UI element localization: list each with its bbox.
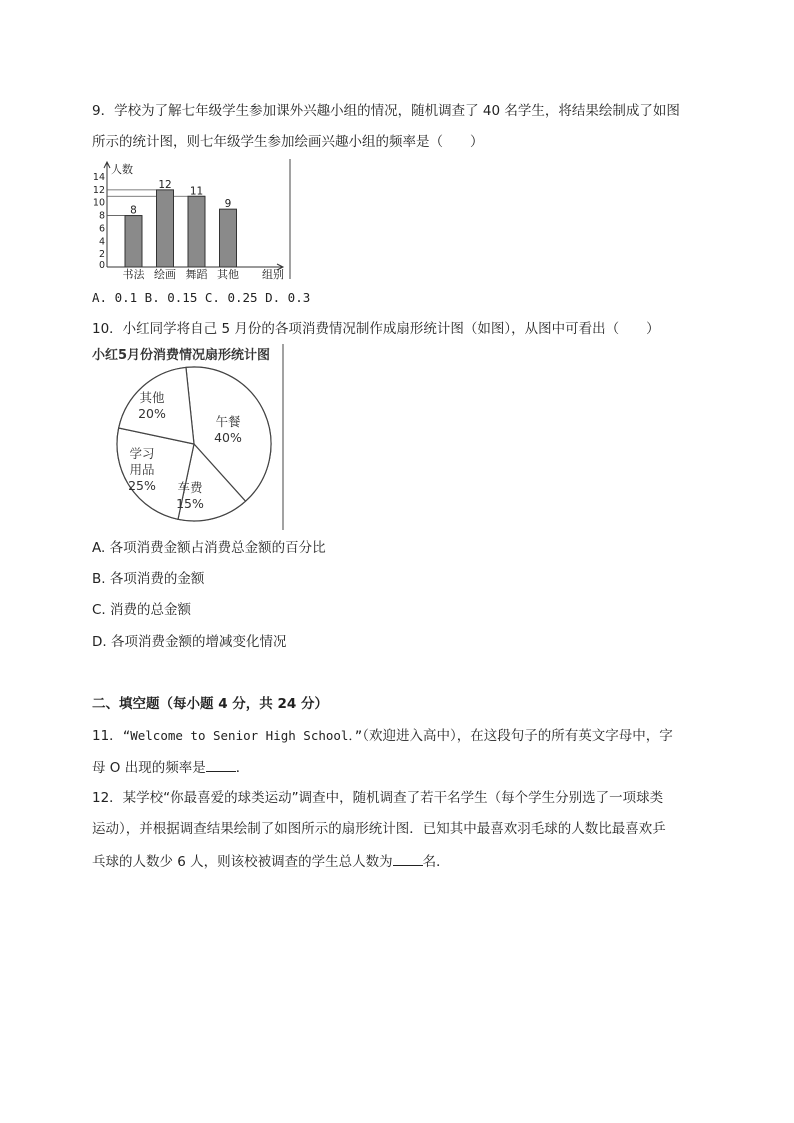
pie-slice-name: 用品 [129,462,155,477]
bar-y-tick-label: 2 [98,249,105,261]
bar-y-tick-label: 10 [92,197,105,209]
bar-category-label: 书法 [122,268,145,281]
pie-slice-name: 车费 [177,480,203,495]
q11-line2-before: 母 O 出现的频率是 [92,760,206,776]
pie-slice-percent: 40% [214,430,242,445]
q12-text-line3 [92,851,450,872]
pie-slice-name: 学习 [129,446,155,461]
bar-data-label: 8 [130,204,137,217]
pie-chart [92,344,292,530]
q11-answer-blank[interactable] [206,757,236,772]
bar-marks [125,179,237,267]
q10-text-line1: 10．小红同学将自己 5 月份的各项消费情况制作成扇形统计图（如图），从图中可看出（ ） [92,321,660,337]
bar-data-label: 9 [224,198,232,211]
q10-option-d: D. 各项消费金额的增减变化情况 [92,634,287,650]
q12-text-line2: 运动），并根据调查结果绘制了如图所示的扇形统计图．已知其中最喜欢羽毛球的人数比最喜欢乒 [92,821,666,837]
bar-y-axis-label: 人数 [111,163,133,176]
bar-category-label: 绘画 [154,268,176,281]
q12-line3-before: 乓球的人数少 6 人，则该校被调查的学生总人数为 [92,854,393,870]
bar-y-tick-label: 4 [98,236,105,248]
q11-english-sentence: “Welcome to Senior High School．” [122,728,363,743]
bar-data-label: 11 [189,185,204,198]
bar-y-tick-label: 6 [98,223,105,235]
pie-slice-name: 午餐 [215,414,241,429]
q9-text-line2: 所示的统计图，则七年级学生参加绘画兴趣小组的频率是（ ） [92,134,484,150]
q9-text-line1: 9．学校为了解七年级学生参加课外兴趣小组的情况，随机调查了 40 名学生，将结果绘制成了如图 [92,103,680,119]
bar-y-tick-label: 14 [92,172,105,183]
q12-line3-after: 名． [422,854,450,870]
bar-舞蹈 [188,196,205,267]
q10-option-c: C. 消费的总金额 [92,602,192,618]
pie-chart-title: 小红5月份消费情况扇形统计图 [92,348,271,363]
bar-y-tick-label: 8 [98,210,105,222]
pie-slice-percent: 20% [138,406,166,421]
q10-option-a: A. 各项消费金额占消费总金额的百分比 [92,540,326,556]
q12-answer-blank[interactable] [393,851,423,866]
pie-slice-percent: 15% [176,496,204,511]
bar-x-axis-label: 组别 [262,268,284,281]
bar-y-tick-label: 0 [98,260,105,271]
bar-其他 [220,209,237,267]
bar-category-label: 舞蹈 [185,268,208,281]
q10-option-b: B. 各项消费的金额 [92,571,205,587]
q12-text-line1: 12．某学校“你最喜爱的球类运动”调查中，随机调查了若干名学生（每个学生分别选了一项球类 [92,790,664,806]
q11-prefix: 11． [92,728,123,744]
bar-data-label: 12 [158,178,172,191]
pie-slice-name: 其他 [139,390,165,405]
section2-title: 二、填空题（每小题 4 分，共 24 分） [92,696,328,712]
pie-slice-percent: 25% [128,478,156,493]
q11-line1-rest: （欢迎进入高中），在这段句子的所有英文字母中，字 [362,728,673,744]
q11-text-line2 [92,757,249,778]
q11-text-line1 [92,726,673,746]
q11-line2-after: ． [235,760,250,776]
q9-options: A. 0.1 B. 0.15 C. 0.25 D. 0.3 [92,290,311,305]
bar-书法 [125,216,142,267]
bar-chart [92,159,292,281]
bar-绘画 [157,190,174,267]
bar-category-label: 其他 [217,268,239,281]
bar-y-tick-label: 12 [92,184,105,196]
